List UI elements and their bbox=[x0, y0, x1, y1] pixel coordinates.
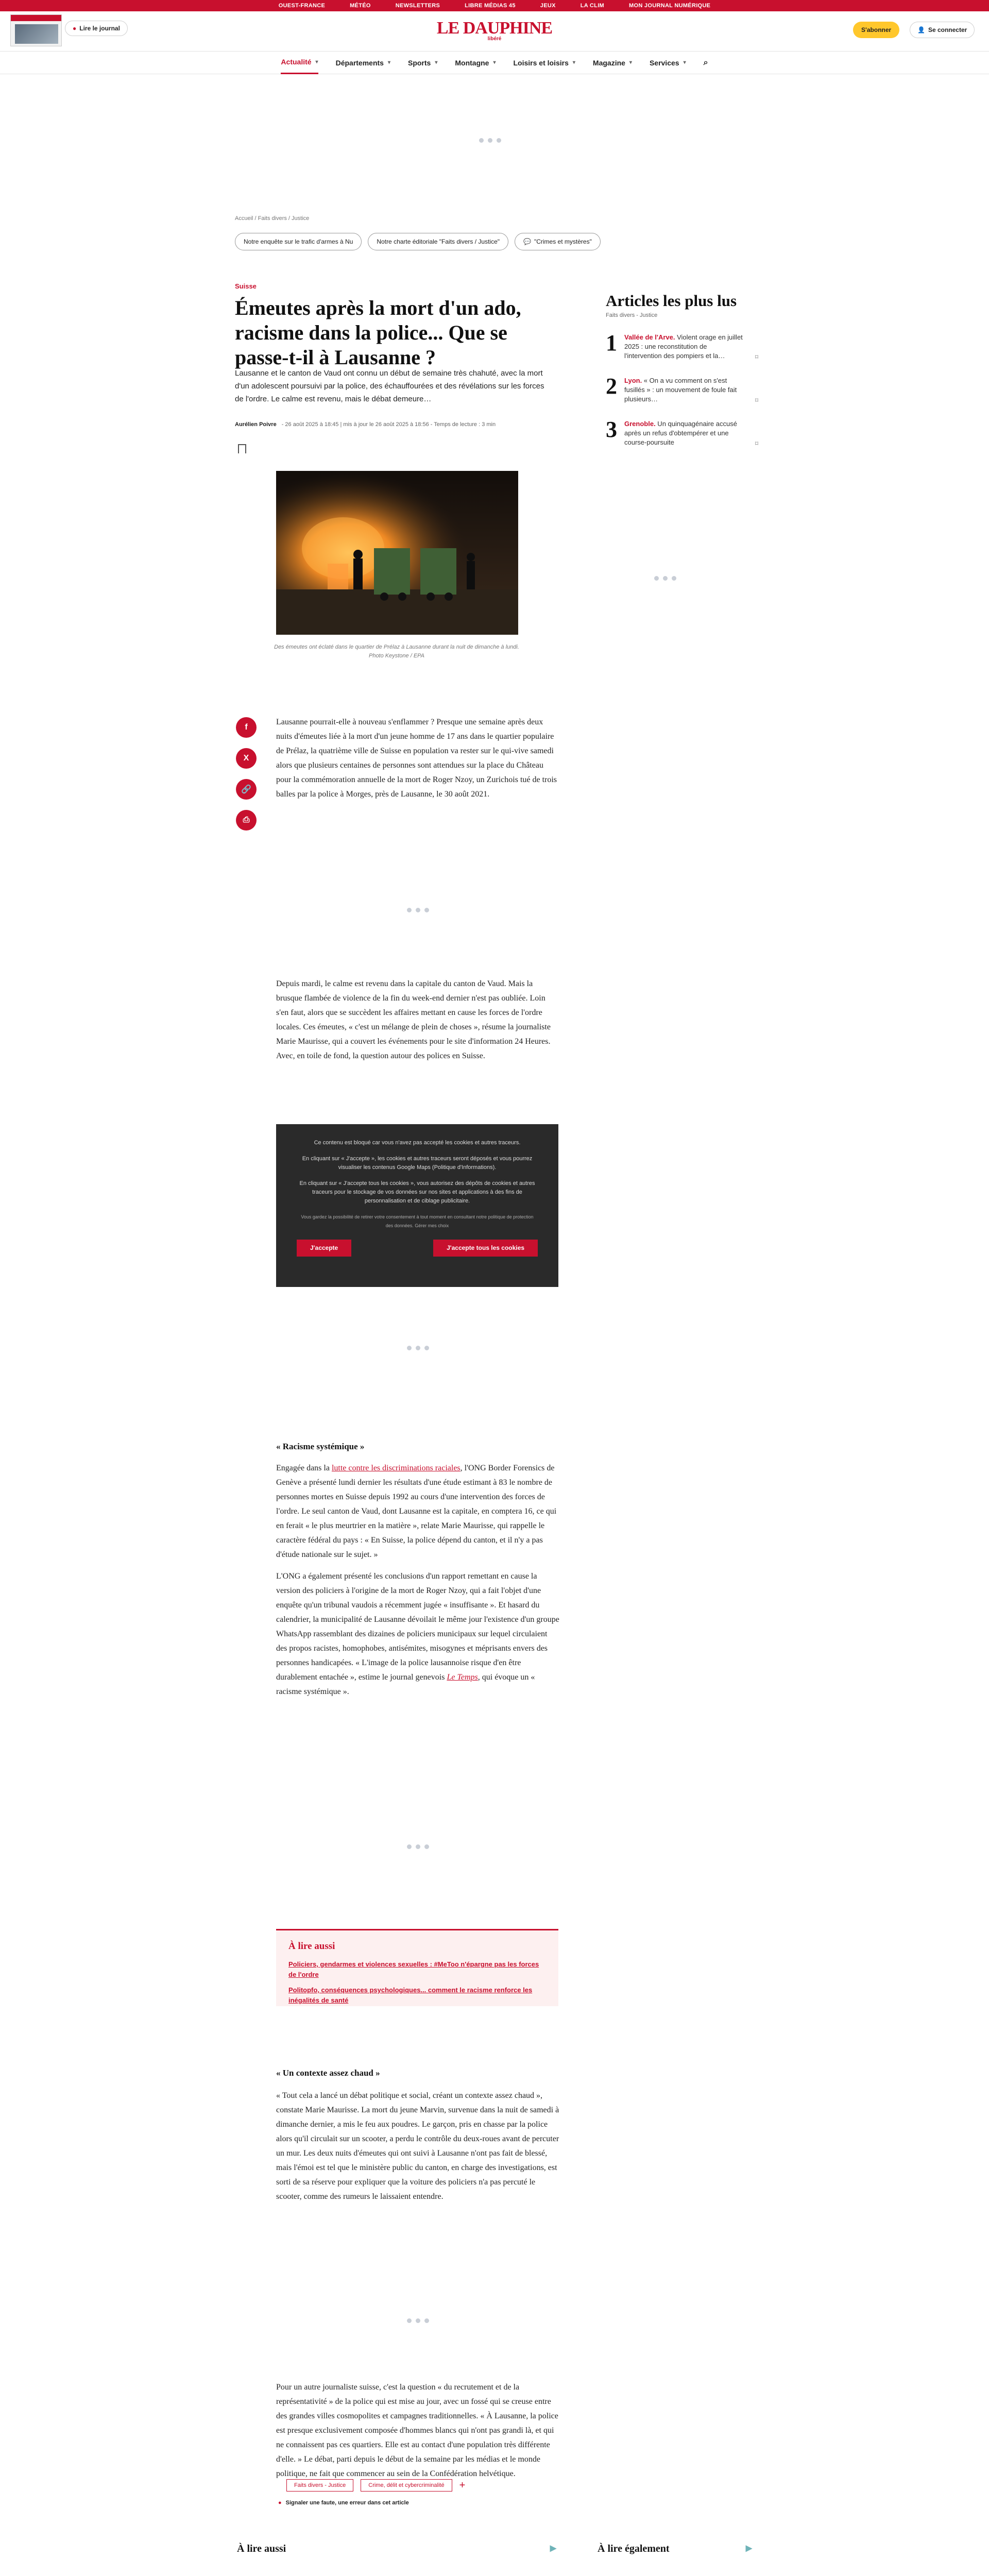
login-button[interactable]: 👤 Se connecter bbox=[910, 22, 975, 38]
read-journal-button[interactable]: ● Lire le journal bbox=[65, 21, 128, 36]
journal-icon: ● bbox=[73, 25, 77, 32]
article-paragraph: Depuis mardi, le calme est revenu dans la capitale du canton de Vaud. Mais la brusque flambée de violence de la fin du week-end dernier n'est pas oubliée. Loin s'en faut, alors que se succèdent les affaires mettant en cause les forces de l'ordre locales. Ces émeutes, « c'est un mélange de plein de choses », résume la journaliste Marie Maurisse, qui a couvert les événements pour le site d'information 24 Heures. Avec, en toile de fond, la question autour des polices en Suisse. bbox=[276, 979, 551, 1060]
report-error-link[interactable]: ● Signaler une faute, une erreur dans cet article bbox=[278, 2500, 409, 2506]
topbar-link[interactable]: OUEST-FRANCE bbox=[278, 3, 326, 9]
site-logo[interactable]: LE DAUPHINE libéré bbox=[436, 19, 553, 42]
cookie-consent-banner: Ce contenu est bloqué car vous n'avez pas accepté les cookies et autres traceurs. En cliquant sur « J'accepte », les cookies et autres traceurs seront déposés et vous pourrez visualiser les contenus Google Maps (Politique d'Informations). En cliquant sur « J'accepte tous les cookies », vous autorisez des dépôts de cookies et autres traceurs pour le stockage de vos données sur nos sites et applications à des fins de personnalisation et de ciblage publicitaire. Vous gardez la possibilité de retirer votre consentement à tout moment en consultant notre politique de protection des données. Gérer mes choix J'accepte J'accepte tous les cookies bbox=[276, 1124, 558, 1287]
most-read-sidebar: Articles les plus lus Faits divers - Justice 1 Vallée de l'Arve. Violent orage en juillet 2025 : une reconstitution de l'intervention des pompiers et la… ⌑ 2 Lyon. « On a vu comment on s'est fusillés » : un mouvement de foule fait plusieurs… ⌑ 3 Grenoble. Un quinquagénaire accusé après un refus d'obtempérer et une course-poursuite ⌑ bbox=[606, 292, 758, 447]
inline-link[interactable]: lutte contre les discriminations raciales bbox=[331, 1464, 461, 1472]
top-services-bar bbox=[0, 0, 989, 11]
topbar-link[interactable]: MÉTÉO bbox=[350, 3, 371, 9]
chevron-down-icon: ▾ bbox=[683, 60, 686, 65]
article-photo bbox=[276, 471, 518, 635]
arrow-right-icon[interactable]: ▶ bbox=[550, 2544, 556, 2553]
nav-item-magazine[interactable]: Magazine ▾ bbox=[592, 58, 632, 67]
topbar-link[interactable]: NEWSLETTERS bbox=[395, 3, 440, 9]
plus-icon[interactable]: + bbox=[459, 2479, 466, 2491]
topic-pills bbox=[235, 233, 601, 250]
related-article-link[interactable]: Policiers, gendarmes et violences sexuelles : #MeToo n'épargne pas les forces de l'ordre bbox=[288, 1960, 539, 1978]
article-paragraph: Lausanne pourrait-elle à nouveau s'enflammer ? Presque une semaine après deux nuits d'émeutes liée à la mort d'un jeune homme de 17 ans dans le quartier populaire de Prélaz, la quatrième ville de Suisse en population va rester sur le qui-vive samedi alors que plusieurs centaines de personnes sont attendues sur la place du Château pour la commémoration annuelle de la mort de Roger Nzoy, un Zurichois tué de trois balles par la police à Morges, près de Lausanne, le 30 août 2021. bbox=[276, 718, 557, 799]
link-icon[interactable]: 🔗 bbox=[236, 779, 257, 800]
pill-enquete[interactable]: Notre enquête sur le trafic d'armes à Nu bbox=[235, 233, 362, 250]
nav-item-montagne[interactable]: Montagne ▾ bbox=[455, 58, 496, 67]
nav-item-sports[interactable]: Sports ▾ bbox=[407, 58, 438, 67]
arrow-right-icon[interactable]: ▶ bbox=[745, 2544, 752, 2553]
section-heading: « Un contexte assez chaud » bbox=[276, 2068, 380, 2078]
nav-item-actualite[interactable]: Actualité ▾ bbox=[281, 52, 318, 74]
riot-scene-image bbox=[276, 471, 518, 635]
ad-loading-indicator bbox=[407, 1844, 429, 1849]
print-icon[interactable]: ⎙ bbox=[236, 810, 257, 831]
ad-loading-indicator bbox=[407, 2318, 429, 2323]
section-heading: « Racisme systémique » bbox=[276, 1442, 365, 1451]
accept-all-cookies-button[interactable]: J'accepte tous les cookies bbox=[433, 1240, 538, 1257]
accept-button[interactable]: J'accepte bbox=[297, 1240, 351, 1257]
ad-loading-indicator bbox=[654, 576, 676, 581]
bookmark-icon[interactable] bbox=[238, 444, 246, 453]
article-title: Émeutes après la mort d'un ado, racisme dans la police... Que se passe-t-il à Lausanne ? bbox=[235, 296, 521, 369]
ad-loading-indicator bbox=[407, 908, 429, 912]
most-read-item[interactable]: 3 Grenoble. Un quinquagénaire accusé après un refus d'obtempérer et une course-poursuite ⌑ bbox=[606, 417, 758, 447]
author-name[interactable]: Aurélien Poivre bbox=[235, 421, 277, 428]
subscribe-button[interactable]: S'abonner bbox=[853, 22, 899, 38]
chevron-down-icon: ▾ bbox=[572, 60, 575, 65]
site-header bbox=[0, 11, 989, 52]
x-twitter-icon[interactable]: X bbox=[236, 748, 257, 769]
chevron-down-icon: ▾ bbox=[315, 59, 318, 65]
pill-crimes[interactable]: 💬 "Crimes et mystères" bbox=[515, 233, 601, 250]
read-also-more-section: À lire également ▶ bbox=[598, 2543, 752, 2554]
topbar-link[interactable]: MON JOURNAL NUMÉRIQUE bbox=[629, 3, 711, 9]
publish-date: - 26 août 2025 à 18:45 | mis à jour le 26 août 2025 à 18:56 - Temps de lecture : 3 min bbox=[281, 421, 496, 428]
bookmark-icon[interactable]: ⌑ bbox=[755, 440, 758, 447]
topbar-link[interactable]: LA CLIM bbox=[580, 3, 605, 9]
ad-loading-indicator bbox=[479, 138, 501, 143]
topbar-link[interactable]: JEUX bbox=[540, 3, 556, 9]
facebook-icon[interactable]: f bbox=[236, 717, 257, 738]
photo-caption: Des émeutes ont éclaté dans le quartier de Prélaz à Lausanne durant la nuit de dimanche à lundi. Photo Keystone / EPA bbox=[274, 644, 519, 659]
alert-icon: ● bbox=[278, 2500, 282, 2506]
read-also-section: À lire aussi ▶ bbox=[237, 2543, 556, 2554]
user-icon: 👤 bbox=[917, 26, 925, 33]
most-read-item[interactable]: 2 Lyon. « On a vu comment on s'est fusillés » : un mouvement de foule fait plusieurs… ⌑ bbox=[606, 374, 758, 404]
bookmark-icon[interactable]: ⌑ bbox=[755, 397, 758, 404]
article-paragraph: Engagée dans la lutte contre les discriminations raciales, l'ONG Border Forensics de Genève a présenté lundi dernier les résultats d'une étude estimant à 83 le nombre de personnes mortes en Suisse depuis 1992 au cours d'une intervention des forces de l'ordre. Le seul canton de Vaud, dont Lausanne est la capitale, en comptera 16, ce qui en ferait « le plus meurtrier en la matière », relate Marie Maurisse, qui rappelle le caractère fédéral du pays : « En Suisse, la police dépend du canton, et il n'y a pas d'étude nationale sur le sujet. » L'ONG a également présenté les conclusions d'un rapport remettant en cause la version des policiers à l'origine de la mort de Roger Nzoy, qui a fait l'objet d'une enquête qu'un tribunal vaudois a récemment jugée « insuffisante ». Et hasard du calendrier, la municipalité de Lausanne dévoilait le même jour l'existence d'un groupe WhatsApp rassemblant des dizaines de policiers municipaux sur lequel circulaient des propos racistes, homophobes, antisémites, misogynes et méprisants envers des personnes handicapées. « L'image de la police lausannoise risque d'en être durablement entachée », estime le journal genevois Le Temps, qui évoque un « racisme systémique ». bbox=[276, 1464, 559, 1696]
byline bbox=[235, 421, 496, 428]
article-kicker[interactable]: Suisse bbox=[235, 282, 257, 290]
search-icon[interactable]: ⌕ bbox=[703, 58, 708, 67]
nav-item-departements[interactable]: Départements ▾ bbox=[335, 58, 390, 67]
tag-link[interactable]: Crime, délit et cybercriminalité bbox=[361, 2479, 452, 2492]
pill-charte[interactable]: Notre charte éditoriale "Faits divers / Justice" bbox=[368, 233, 508, 250]
topbar-link[interactable]: LIBRE MÉDIAS 45 bbox=[465, 3, 516, 9]
tag-link[interactable]: Faits divers - Justice bbox=[286, 2479, 353, 2492]
most-read-item[interactable]: 1 Vallée de l'Arve. Violent orage en juillet 2025 : une reconstitution de l'intervention des pompiers et la… ⌑ bbox=[606, 330, 758, 361]
related-article-link[interactable]: Politopfo, conséquences psychologiques... comment le racisme renforce les inégalités de santé bbox=[288, 1986, 533, 2004]
speech-bubble-icon: 💬 bbox=[523, 238, 531, 245]
bookmark-icon[interactable]: ⌑ bbox=[755, 353, 758, 361]
nav-item-services[interactable]: Services ▾ bbox=[649, 58, 686, 67]
inline-link[interactable]: Le Temps bbox=[447, 1673, 478, 1682]
article-paragraph: Pour un autre journaliste suisse, c'est la question « du recrutement et de la représentativité » de la police qui est mise au jour, avec un fossé qui se creuse entre des grandes villes cosmopolites et campagnes traditionnelles. « À Lausanne, la police est presque exclusivement composée d'hommes blancs qui n'ont pas grandi là, et qui ne connaissent pas ces quartiers. Elle est au contact d'une population très différente d'elle. » Le débat, parti depuis le début de la semaine par les médias et le monde politique, ne fait que commencer au sein de la Confédération helvétique. bbox=[276, 2383, 558, 2478]
ad-loading-indicator bbox=[407, 1346, 429, 1350]
read-also-box: À lire aussi Policiers, gendarmes et violences sexuelles : #MeToo n'épargne pas les forces de l'ordre Politopfo, conséquences psychologiques... comment le racisme renforce les inégalités de santé bbox=[276, 1929, 558, 2006]
breadcrumb[interactable]: Accueil / Faits divers / Justice bbox=[235, 215, 310, 222]
article-lede: Lausanne et le canton de Vaud ont connu un début de semaine très chahuté, avec la mort d'un adolescent poursuivi par la police, des échauffourées et des révélations sur les forces de l'ordre. Le calme est revenu, mais le débat demeure… bbox=[235, 369, 544, 403]
chevron-down-icon: ▾ bbox=[629, 60, 632, 65]
chevron-down-icon: ▾ bbox=[435, 60, 438, 65]
article-paragraph: « Tout cela a lancé un débat politique et social, créant un contexte assez chaud », constate Marie Maurisse. La mort du jeune Marvin, survenue dans la nuit de samedi à dimanche dernier, a mis le feu aux poudres. Le garçon, pris en chasse par la police alors qu'il circulait sur un scooter, a perdu le contrôle du deux-roues avant de percuter un mur. Les deux nuits d'émeutes qui ont suivi à Lausanne n'ont pas fait de blessé, mais l'émoi est tel que le ministère public du canton, en charge des investigations, est sorti de sa réserve pour expliquer que la voiture des policiers n'a pas percuté le scooter, comme des rumeurs le laissaient entendre. bbox=[276, 2091, 559, 2201]
article-tags bbox=[286, 2479, 465, 2492]
nav-item-loisirs[interactable]: Loisirs et loisirs ▾ bbox=[513, 58, 575, 67]
share-bar bbox=[236, 717, 257, 831]
chevron-down-icon: ▾ bbox=[493, 60, 496, 65]
main-nav bbox=[0, 52, 989, 74]
chevron-down-icon: ▾ bbox=[387, 60, 390, 65]
